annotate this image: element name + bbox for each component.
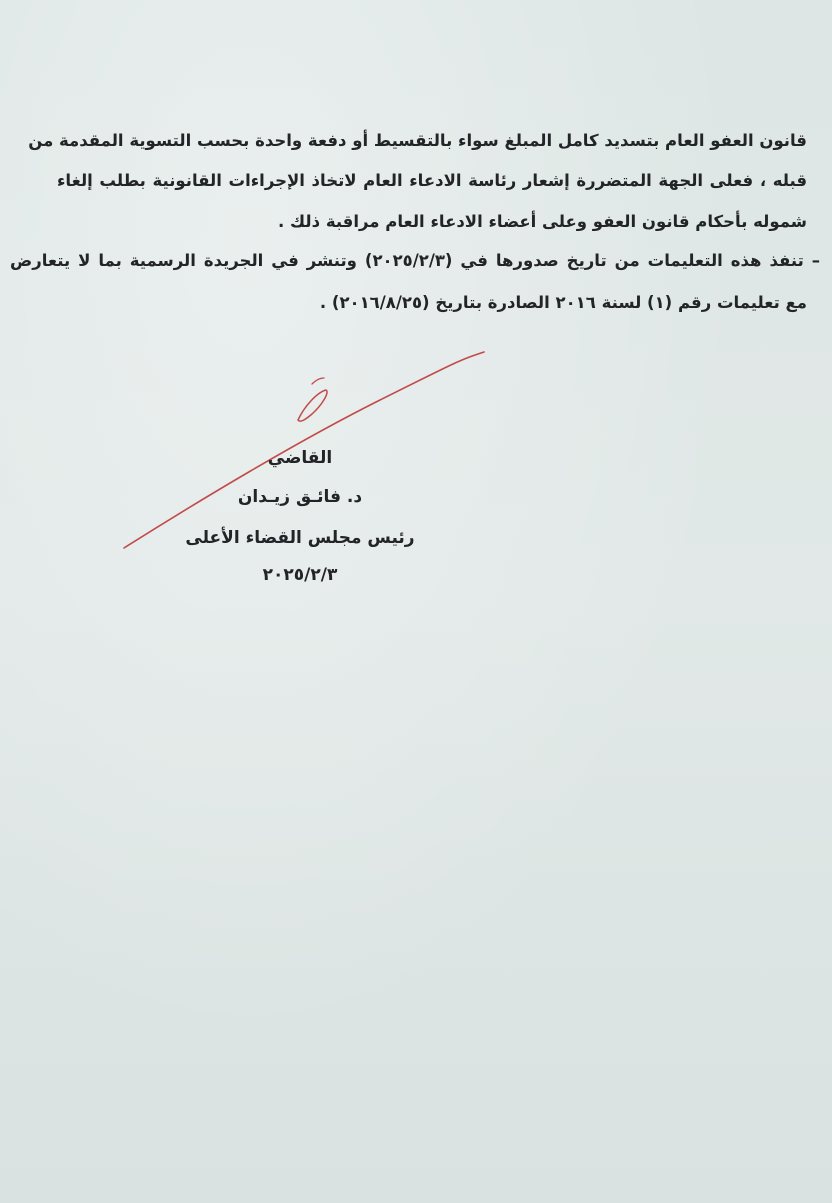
- paragraph-line-2: قبله ، فعلى الجهة المتضررة إشعار رئاسة الادعاء العام لاتخاذ الإجراءات القانونية بطلب إلغاء: [57, 171, 807, 190]
- signature-stroke-loop: [298, 390, 327, 421]
- signature-title: القاضي: [267, 448, 333, 468]
- paragraph-line-4: – تنفذ هذه التعليمات من تاريخ صدورها في (٢٠٢٥/٢/٣) وتنشر في الجريدة الرسمية بما لا يتعارض: [10, 251, 820, 270]
- signatory-position: رئيس مجلس القضاء الأعلى: [185, 528, 415, 548]
- paragraph-line-3: شموله بأحكام قانون العفو وعلى أعضاء الادعاء العام مراقبة ذلك .: [278, 212, 807, 231]
- paragraph-line-1: قانون العفو العام بتسديد كامل المبلغ سواء بالتقسيط أو دفعة واحدة بحسب التسوية المقدمة من: [28, 131, 807, 150]
- signature-stroke-tick: [312, 378, 324, 384]
- signatory-name: د. فائـق زيـدان: [237, 487, 363, 507]
- signature-date: ٢٠٢٥/٢/٣: [262, 565, 338, 585]
- paragraph-line-5: مع تعليمات رقم (١) لسنة ٢٠١٦ الصادرة بتاريخ (٢٠١٦/٨/٢٥) .: [319, 293, 807, 312]
